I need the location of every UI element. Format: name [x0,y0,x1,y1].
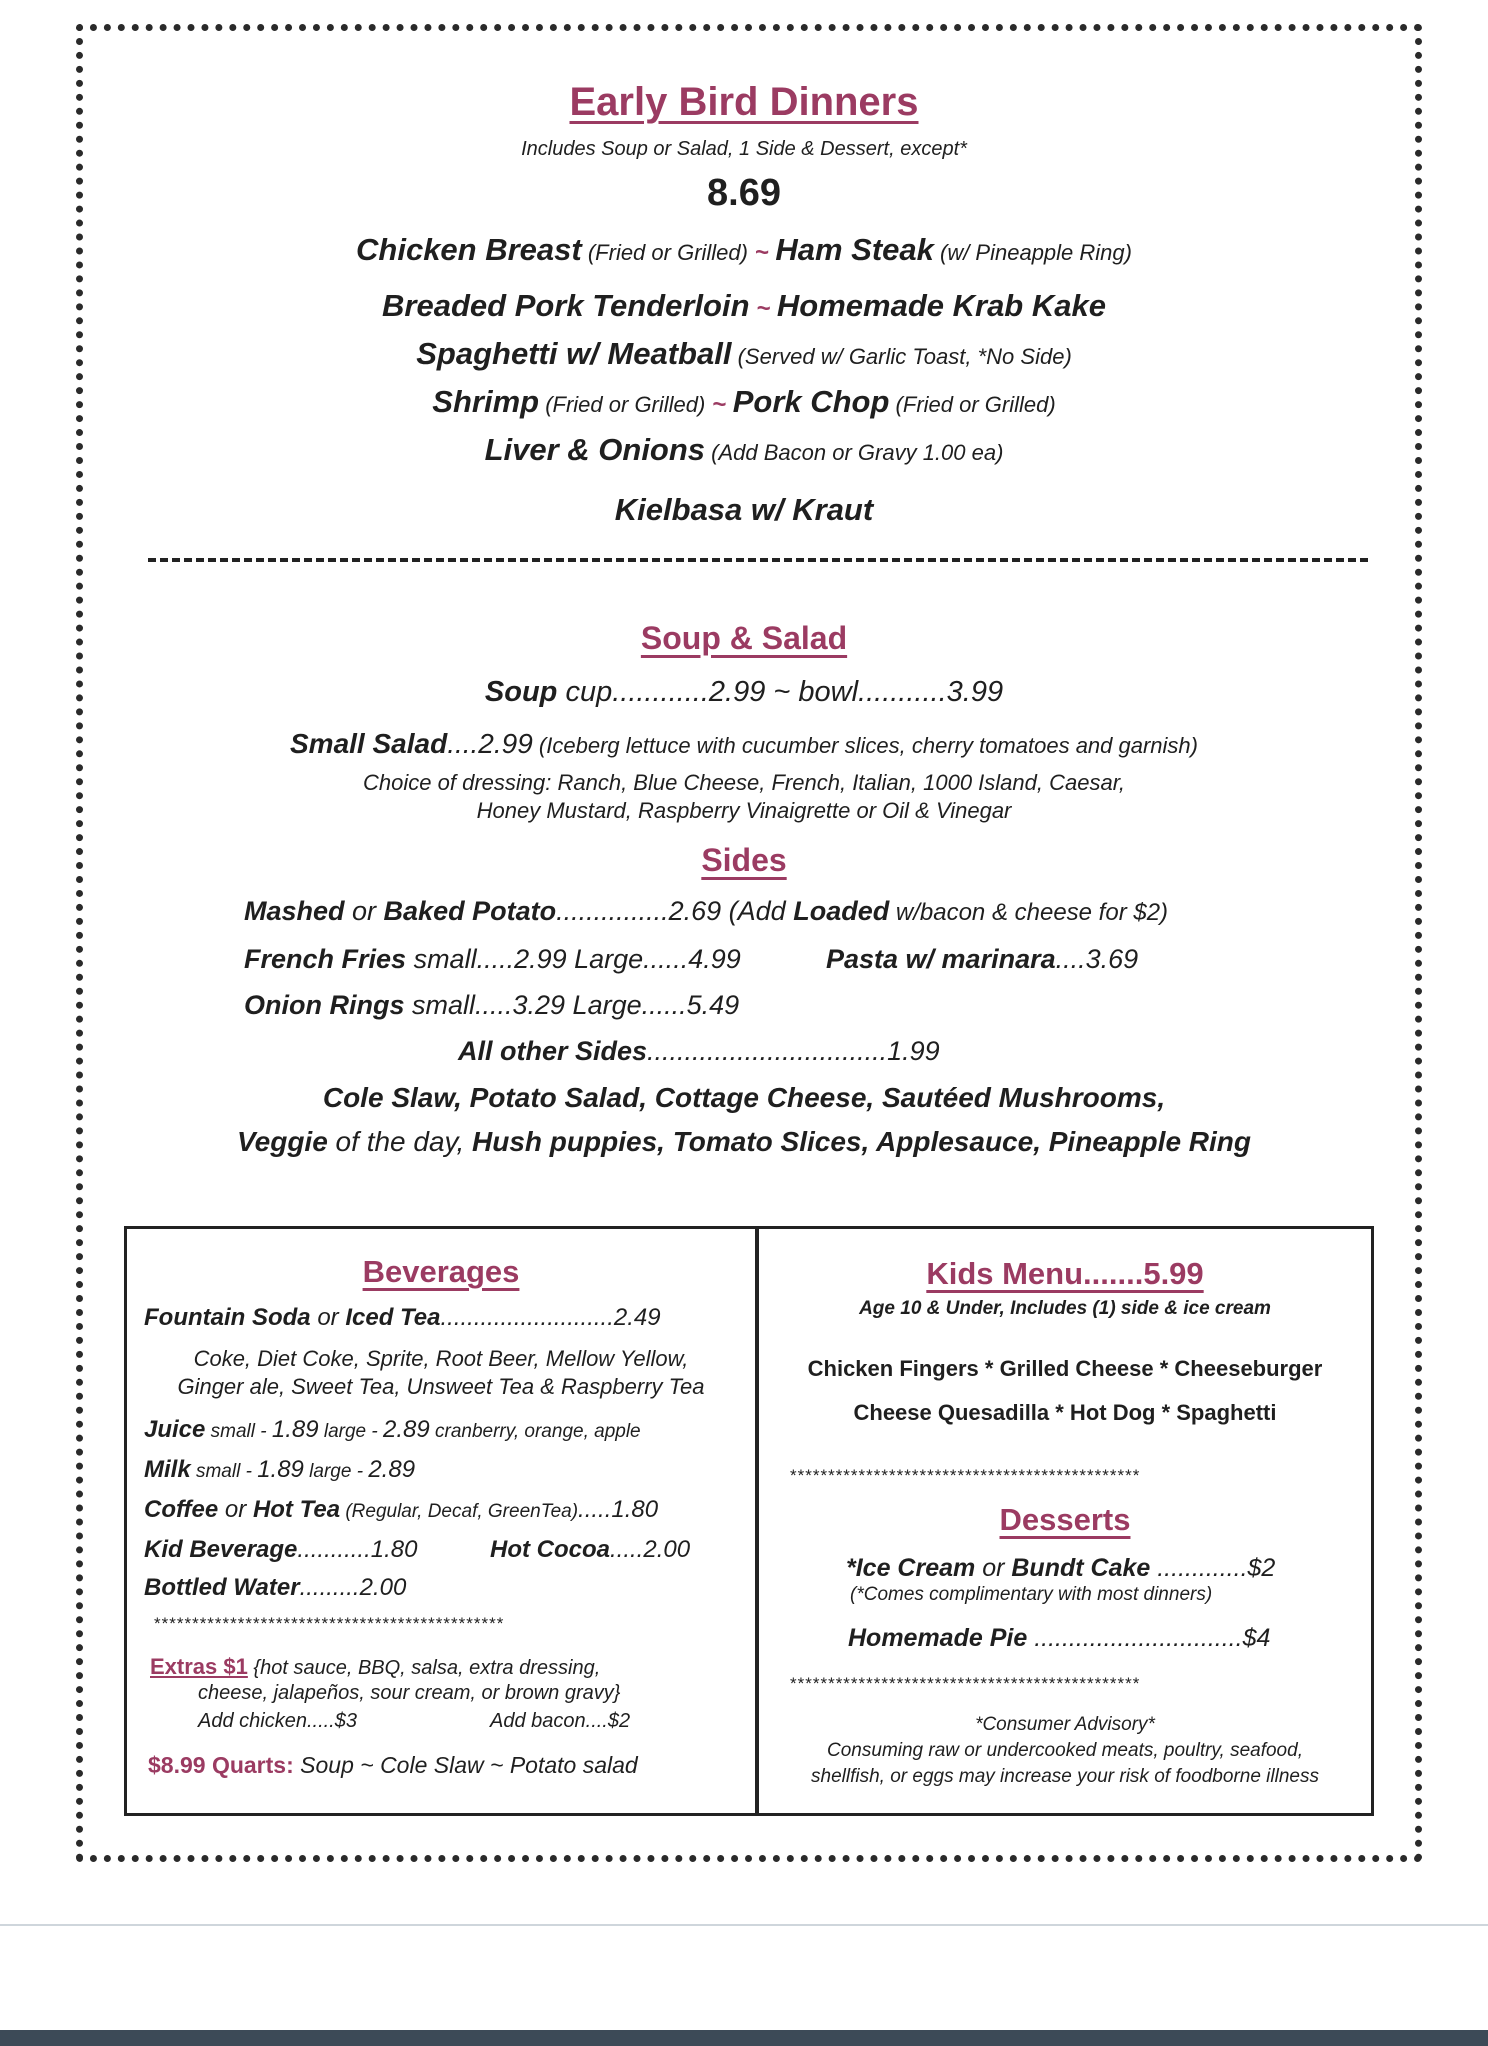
iced-tea-label: Iced Tea [345,1304,441,1331]
sides-other [458,1036,940,1067]
pie-price: ..............................$4 [1027,1624,1271,1652]
ice-cream-label: *Ice Cream [846,1554,976,1582]
kids-menu-line-1: Chicken Fingers * Grilled Cheese * Cheeseburger [807,1356,1323,1381]
advisory-line-1: Consuming raw or undercooked meats, poultry, seafood, [827,1740,1303,1761]
early-bird-subtitle: Includes Soup or Salad, 1 Side & Dessert, except* [521,138,967,160]
juice-small-price: 1.89 [271,1416,319,1443]
kids-menu-line-2: Cheese Quesadilla * Hot Dog * Spaghetti [853,1400,1277,1425]
early-bird-row [0,232,1488,268]
early-bird-price: 8.69 [707,172,781,214]
advisory-line-2: shellfish, or eggs may increase your risk of foodborne illness [811,1766,1319,1787]
salad-line [0,728,1488,760]
of-the-day-text: of the day, [327,1126,473,1157]
bev-coffee [144,1496,658,1524]
dessert-pie [848,1624,1270,1653]
quarts-label: $8.99 Quarts: [148,1752,294,1778]
kids-menu-subtitle: Age 10 & Under, Includes (1) side & ice cream [859,1298,1271,1319]
dressing-line-2: Honey Mustard, Raspberry Vinaigrette or Oil & Vinegar [476,798,1012,823]
sides-list-2 [0,1126,1488,1158]
bev-cocoa [490,1536,690,1564]
soup-salad-title: Soup & Salad [640,620,848,656]
juice-small-label: small - [205,1421,272,1442]
milk-large-label: large - [303,1461,369,1482]
kid-beverage-label: Kid Beverage [144,1536,298,1563]
dinner-item-note: (Fried or Grilled) [581,240,748,265]
juice-flavors: cranberry, orange, apple [429,1421,641,1442]
early-bird-row [0,432,1488,468]
juice-large-price: 2.89 [383,1416,430,1443]
soda-price: ..........................2.49 [440,1304,661,1331]
early-bird-row [0,384,1488,420]
soda-list-1: Coke, Diet Coke, Sprite, Root Beer, Mellow Yellow, [193,1346,689,1371]
hot-cocoa-price: .....2.00 [610,1536,691,1563]
dessert-note: (*Comes complimentary with most dinners) [850,1584,1213,1605]
quarts-items: Soup ~ Cole Slaw ~ Potato salad [293,1752,638,1778]
kids-menu-title: Kids Menu.......5.99 [926,1256,1204,1291]
sides-list-1: Cole Slaw, Potato Salad, Cottage Cheese, Sautéed Mushrooms, [322,1082,1166,1113]
bottled-water-label: Bottled Water [144,1574,300,1601]
hot-tea-label: Hot Tea [252,1496,341,1523]
scan-bottom-strip [0,2030,1488,2046]
dinner-item-name: Liver & Onions [484,432,706,467]
sides-pasta [826,944,1138,975]
coffee-label: Coffee [144,1496,219,1523]
loaded-note: w/bacon & cheese for $2) [889,899,1169,926]
extras-chicken: Add chicken.....$3 [198,1710,357,1732]
kids-stars: ********************************************** [790,1466,1141,1485]
sides-title: Sides [701,842,787,878]
dinner-item-name: Spaghetti w/ Meatball [416,336,732,371]
dinner-item-name: Chicken Breast [356,232,582,267]
or-text: or [218,1496,253,1523]
extras-bacon: Add bacon....$2 [490,1710,631,1732]
dinner-item-note: (Add Bacon or Gravy 1.00 ea) [705,440,1004,465]
bev-water [144,1574,406,1602]
early-bird-row [0,288,1488,324]
baked-potato-label: Baked Potato [383,896,557,926]
extras-line [150,1654,600,1680]
bundt-cake-label: Bundt Cake [1011,1554,1151,1582]
dinner-item-name: Breaded Pork Tenderloin [382,288,750,323]
coffee-note: (Regular, Decaf, GreenTea) [340,1501,579,1522]
or-text: or [344,896,384,926]
early-bird-title: Early Bird Dinners [569,80,919,124]
ice-cream-price: .............$2 [1150,1554,1276,1582]
sides-potato [244,896,1168,927]
salad-label: Small Salad [290,728,448,759]
dessert-ice-cream [846,1554,1275,1583]
bev-milk [144,1456,415,1484]
salad-note: (Iceberg lettuce with cucumber slices, cherry tomatoes and garnish) [532,733,1198,758]
extras-list-1: {hot sauce, BBQ, salsa, extra dressing, [247,1657,601,1679]
other-sides-label: All other Sides [458,1036,648,1066]
or-text: or [310,1304,346,1331]
tilde-separator: ~ [705,391,733,418]
rings-prices: small.....3.29 Large......5.49 [404,990,740,1020]
juice-label: Juice [144,1416,206,1443]
dinner-item-name: Homemade Krab Kake [776,288,1106,323]
dinner-item-name: Kielbasa w/ Kraut [614,492,874,527]
kid-beverage-price: ...........1.80 [297,1536,418,1563]
fries-prices: small.....2.99 Large......4.99 [406,944,741,974]
sides-list-rest: Hush puppies, Tomato Slices, Applesauce, Pineapple Ring [472,1126,1251,1157]
desserts-stars: ********************************************** [790,1674,1141,1693]
soda-list-2: Ginger ale, Sweet Tea, Unsweet Tea & Raspberry Tea [177,1374,705,1399]
pasta-label: Pasta w/ marinara [826,944,1056,974]
hot-cocoa-label: Hot Cocoa [490,1536,610,1563]
bev-kid [144,1536,417,1564]
sides-rings [244,990,739,1021]
milk-large-price: 2.89 [368,1456,416,1483]
section-divider [148,558,1368,562]
dinner-item-note: (Fried or Grilled) [539,392,706,417]
early-bird-row [0,336,1488,372]
pasta-price: ....3.69 [1055,944,1139,974]
dinner-item-name: Shrimp [432,384,540,419]
coffee-price: .....1.80 [578,1496,659,1523]
dinner-item-note: (w/ Pineapple Ring) [933,240,1132,265]
dinner-item-name: Pork Chop [732,384,890,419]
tilde-separator: ~ [747,239,776,266]
loaded-label: Loaded [793,896,890,926]
rings-label: Onion Rings [244,990,405,1020]
soup-line [0,676,1488,709]
pie-label: Homemade Pie [848,1624,1028,1652]
beverages-stars: ********************************************** [154,1614,505,1633]
early-bird-row [0,492,1488,528]
extras-list-2: cheese, jalapeños, sour cream, or brown gravy} [198,1682,621,1704]
mashed-label: Mashed [244,896,345,926]
dinner-item-name: Ham Steak [775,232,934,267]
fries-label: French Fries [244,944,407,974]
bev-soda [144,1304,661,1332]
salad-price: ....2.99 [447,728,533,759]
bottled-water-price: .........2.00 [299,1574,407,1601]
quarts-line [148,1752,638,1779]
beverages-title: Beverages [362,1254,520,1289]
potato-price: ...............2.69 (Add [556,896,794,926]
or-text: or [975,1554,1012,1582]
dinner-item-note: (Served w/ Garlic Toast, *No Side) [731,344,1072,369]
dressing-line-1: Choice of dressing: Ranch, Blue Cheese, French, Italian, 1000 Island, Caesar, [363,770,1125,795]
scan-edge [0,1924,1488,1926]
extras-label: Extras $1 [150,1654,248,1679]
veggie-label: Veggie [237,1126,328,1157]
tilde-separator: ~ [749,295,777,322]
milk-small-label: small - [190,1461,258,1482]
desserts-title: Desserts [999,1502,1131,1537]
juice-large-label: large - [318,1421,384,1442]
other-sides-price: ................................1.99 [647,1036,940,1066]
milk-label: Milk [144,1456,191,1483]
soda-label: Fountain Soda [144,1304,311,1331]
bev-juice [144,1416,641,1444]
dinner-item-note: (Fried or Grilled) [889,392,1056,417]
sides-fries [244,944,741,975]
advisory-title: *Consumer Advisory* [975,1714,1155,1735]
soup-prices: cup............2.99 ~ bowl...........3.99 [557,676,1004,708]
milk-small-price: 1.89 [257,1456,304,1483]
soup-label: Soup [484,676,558,708]
